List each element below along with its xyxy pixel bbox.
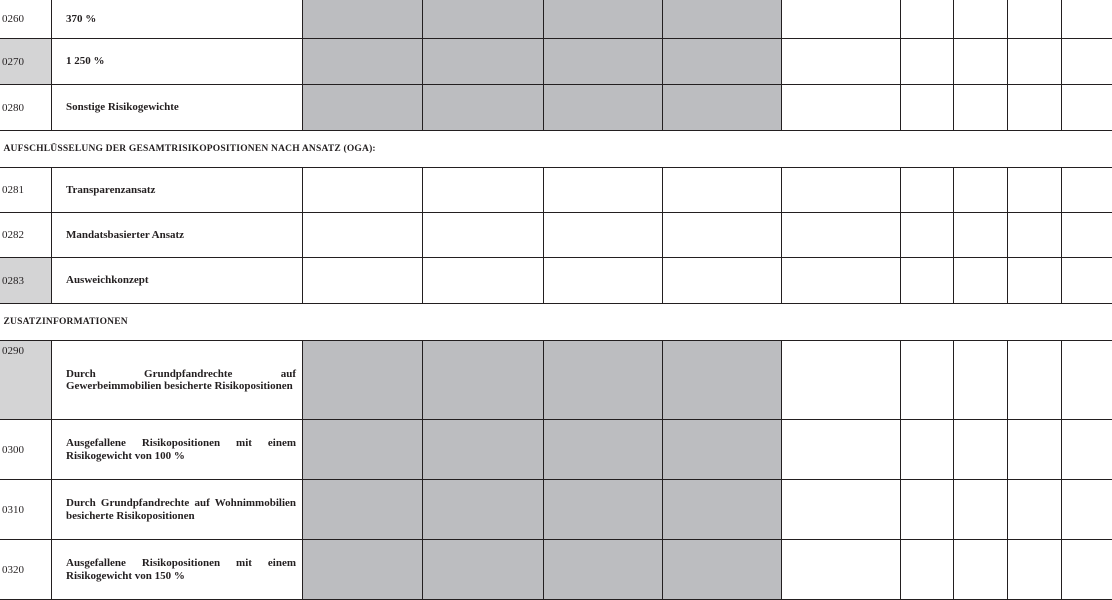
input-cell[interactable] [901, 480, 954, 540]
input-cell[interactable] [782, 540, 901, 600]
input-cell[interactable] [1062, 39, 1112, 85]
input-cell[interactable] [901, 85, 954, 131]
gray-cell [423, 39, 544, 85]
input-cell[interactable] [1008, 0, 1062, 39]
gray-cell [663, 420, 782, 480]
input-cell[interactable] [901, 341, 954, 420]
table-row-0300 [0, 420, 1112, 480]
gray-cell [303, 0, 423, 39]
gray-cell [303, 85, 423, 131]
input-cell[interactable] [954, 420, 1008, 480]
input-cell[interactable] [544, 213, 663, 258]
input-cell[interactable] [1008, 341, 1062, 420]
gray-cell [423, 0, 544, 39]
input-cell[interactable] [544, 258, 663, 304]
gray-cell [303, 341, 423, 420]
row-code: 0282 [0, 213, 52, 258]
gray-cell [544, 540, 663, 600]
input-cell[interactable] [782, 168, 901, 213]
row-label: Ausweichkonzept [52, 258, 303, 304]
row-code: 0283 [0, 258, 52, 304]
row-label: Transparenzansatz [52, 168, 303, 213]
gray-cell [544, 480, 663, 540]
input-cell[interactable] [1062, 540, 1112, 600]
input-cell[interactable] [782, 85, 901, 131]
row-label: 1 250 % [52, 39, 303, 85]
input-cell[interactable] [1008, 480, 1062, 540]
input-cell[interactable] [1062, 341, 1112, 420]
table-row-0282 [0, 213, 1112, 258]
section-header-zusatz [0, 304, 1112, 341]
input-cell[interactable] [901, 420, 954, 480]
input-cell[interactable] [901, 258, 954, 304]
input-cell[interactable] [1008, 420, 1062, 480]
input-cell[interactable] [1062, 85, 1112, 131]
section-title: ZUSATZINFORMATIONEN [0, 304, 1112, 341]
input-cell[interactable] [663, 168, 782, 213]
gray-cell [663, 0, 782, 39]
input-cell[interactable] [423, 258, 544, 304]
input-cell[interactable] [954, 85, 1008, 131]
row-code: 0300 [0, 420, 52, 480]
gray-cell [663, 480, 782, 540]
row-code: 0280 [0, 85, 52, 131]
input-cell[interactable] [1062, 213, 1112, 258]
input-cell[interactable] [901, 213, 954, 258]
gray-cell [544, 341, 663, 420]
input-cell[interactable] [954, 480, 1008, 540]
input-cell[interactable] [954, 341, 1008, 420]
input-cell[interactable] [954, 258, 1008, 304]
input-cell[interactable] [782, 341, 901, 420]
gray-cell [544, 39, 663, 85]
input-cell[interactable] [1008, 213, 1062, 258]
input-cell[interactable] [303, 258, 423, 304]
row-label: Mandatsbasierter Ansatz [52, 213, 303, 258]
input-cell[interactable] [954, 168, 1008, 213]
input-cell[interactable] [1062, 258, 1112, 304]
gray-cell [423, 420, 544, 480]
input-cell[interactable] [782, 0, 901, 39]
input-cell[interactable] [1008, 85, 1062, 131]
input-cell[interactable] [954, 540, 1008, 600]
gray-cell [423, 540, 544, 600]
input-cell[interactable] [901, 0, 954, 39]
row-code: 0260 [0, 0, 52, 39]
input-cell[interactable] [901, 39, 954, 85]
input-cell[interactable] [782, 420, 901, 480]
input-cell[interactable] [423, 213, 544, 258]
gray-cell [544, 420, 663, 480]
gray-cell [663, 39, 782, 85]
input-cell[interactable] [782, 480, 901, 540]
section-header-oga [0, 131, 1112, 168]
input-cell[interactable] [1008, 540, 1062, 600]
gray-cell [663, 540, 782, 600]
gray-cell [303, 39, 423, 85]
input-cell[interactable] [1062, 420, 1112, 480]
input-cell[interactable] [954, 0, 1008, 39]
row-label: Ausgefallene Risikopositionen mit einem Risikogewicht von 100 % [52, 420, 303, 480]
gray-cell [423, 341, 544, 420]
input-cell[interactable] [663, 258, 782, 304]
input-cell[interactable] [782, 213, 901, 258]
table-row-0290 [0, 341, 1112, 420]
table-row-0281 [0, 168, 1112, 213]
row-code: 0320 [0, 540, 52, 600]
row-code: 0281 [0, 168, 52, 213]
input-cell[interactable] [782, 39, 901, 85]
input-cell[interactable] [901, 168, 954, 213]
input-cell[interactable] [1008, 39, 1062, 85]
input-cell[interactable] [1008, 258, 1062, 304]
table-row-0270 [0, 39, 1112, 85]
row-label: Sonstige Risikogewichte [52, 85, 303, 131]
gray-cell [303, 420, 423, 480]
input-cell[interactable] [1062, 0, 1112, 39]
gray-cell [544, 0, 663, 39]
input-cell[interactable] [544, 168, 663, 213]
gray-cell [303, 480, 423, 540]
input-cell[interactable] [303, 168, 423, 213]
row-code: 0270 [0, 39, 52, 85]
input-cell[interactable] [1062, 168, 1112, 213]
gray-cell [423, 85, 544, 131]
input-cell[interactable] [663, 213, 782, 258]
row-code: 0310 [0, 480, 52, 540]
input-cell[interactable] [954, 39, 1008, 85]
row-label: 370 % [52, 0, 303, 39]
table-row-0280 [0, 85, 1112, 131]
input-cell[interactable] [901, 540, 954, 600]
table-row-0310 [0, 480, 1112, 540]
row-code: 0290 [0, 341, 52, 420]
input-cell[interactable] [303, 213, 423, 258]
input-cell[interactable] [423, 168, 544, 213]
input-cell[interactable] [1008, 168, 1062, 213]
gray-cell [423, 480, 544, 540]
table-row-0283 [0, 258, 1112, 304]
section-title: AUFSCHLÜSSELUNG DER GESAMTRISIKOPOSITIONEN NACH ANSATZ (OGA): [0, 131, 1112, 168]
table-row-0260 [0, 0, 1112, 39]
gray-cell [663, 341, 782, 420]
gray-cell [544, 85, 663, 131]
row-label: Durch Grundpfandrechte auf Gewerbeimmobilien besicherte Risikopositionen [52, 341, 303, 420]
row-label: Ausgefallene Risikopositionen mit einem Risikogewicht von 150 % [52, 540, 303, 600]
gray-cell [663, 85, 782, 131]
input-cell[interactable] [782, 258, 901, 304]
row-label: Durch Grundpfandrechte auf Wohnimmobilien besicherte Risikopositionen [52, 480, 303, 540]
input-cell[interactable] [954, 213, 1008, 258]
gray-cell [303, 540, 423, 600]
table-row-0320 [0, 540, 1112, 600]
input-cell[interactable] [1062, 480, 1112, 540]
